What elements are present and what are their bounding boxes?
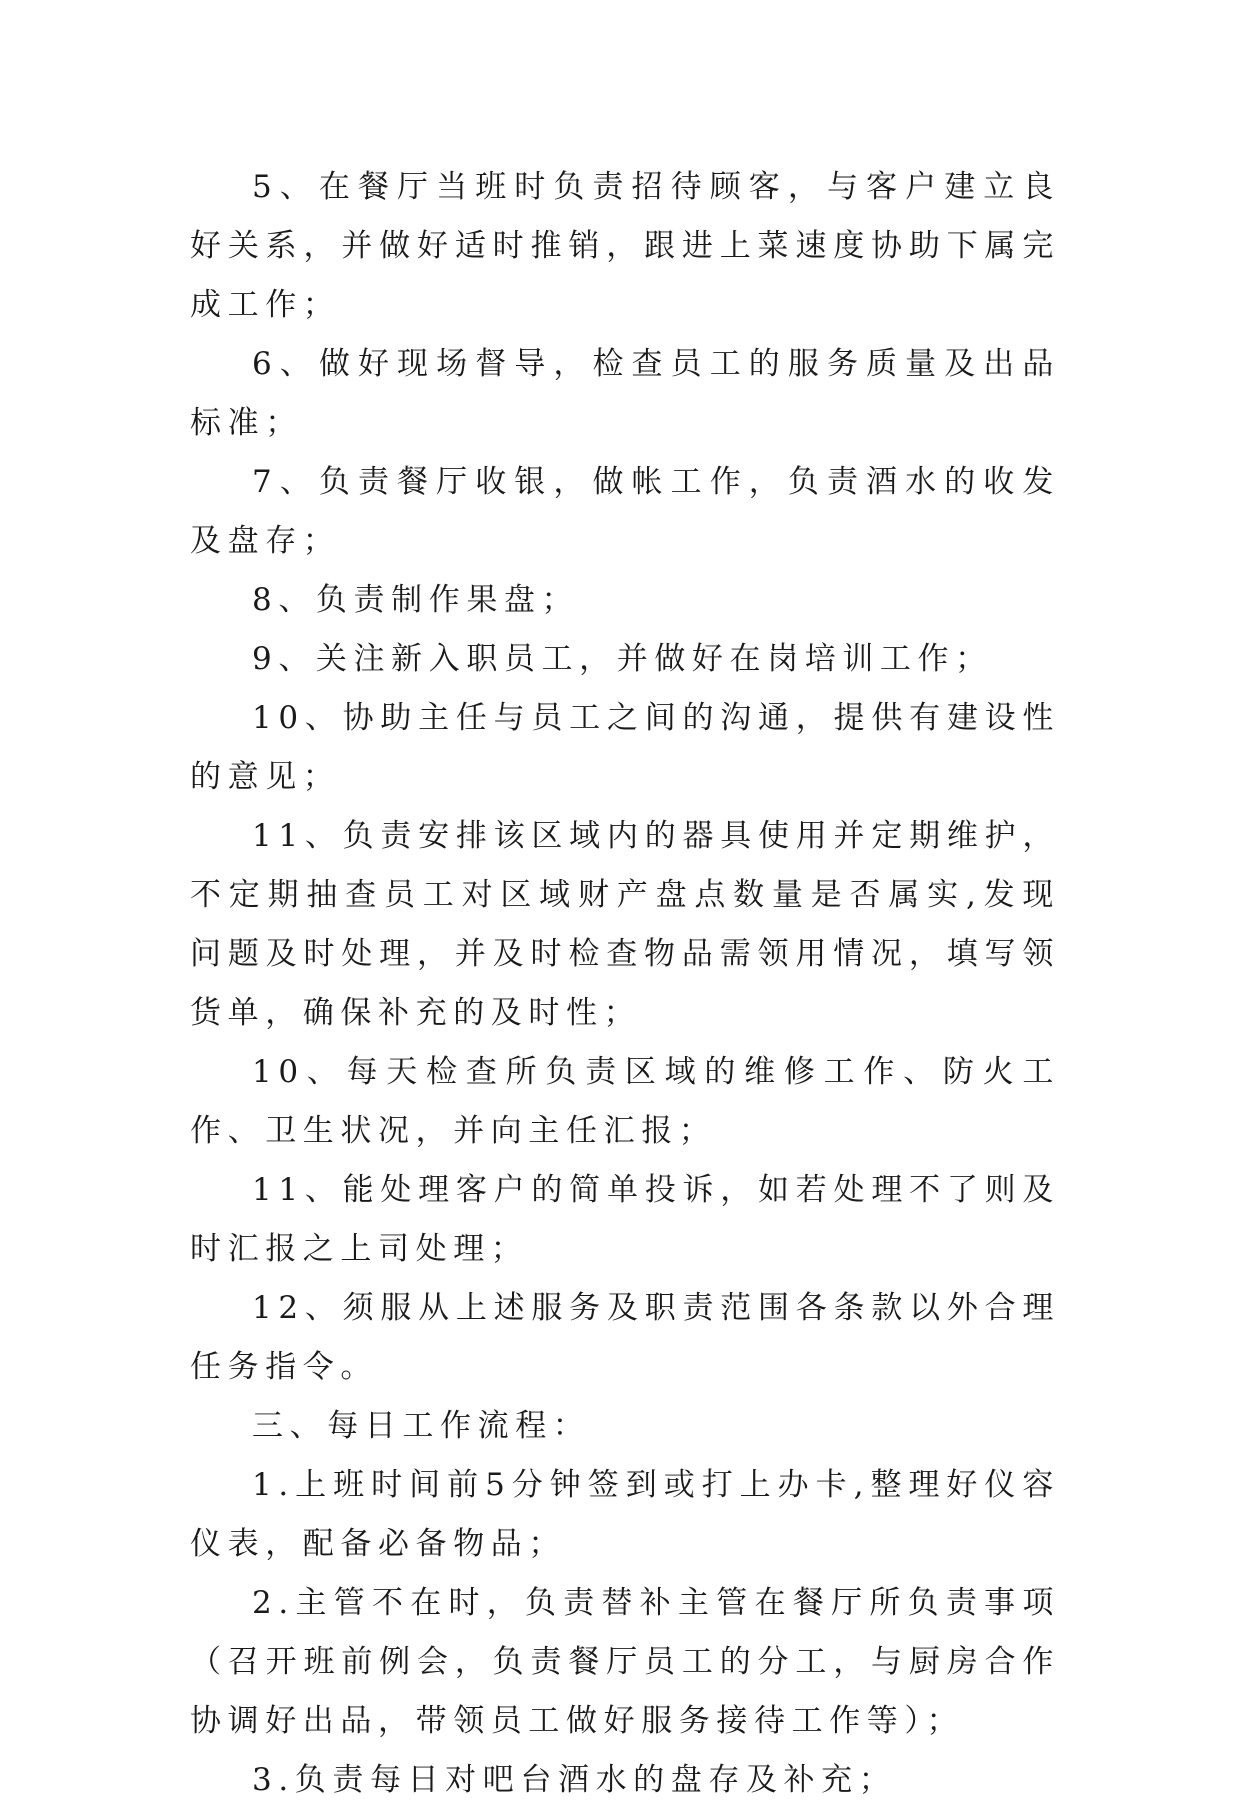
- paragraph-duty-11b: 11、能处理客户的简单投诉，如若处理不了则及时汇报之上司处理；: [190, 1172, 1060, 1267]
- paragraph-duty-5: 5、在餐厅当班时负责招待顾客，与客户建立良好关系，并做好适时推销，跟进上菜速度协助下属完成工作；: [190, 169, 1060, 323]
- section-heading-daily-workflow: 三、每日工作流程：: [252, 1408, 591, 1444]
- paragraph-step-3: 3.负责每日对吧台酒水的盘存及补充；: [252, 1762, 897, 1798]
- paragraph-step-2: 2.主管不在时，负责替补主管在餐厅所负责事项（召开班前例会，负责餐厅员工的分工，与厨房合作协调好出品，带领员工做好服务接待工作等）；: [190, 1585, 1060, 1739]
- paragraph-duty-12: 12、须服从上述服务及职责范围各条款以外合理任务指令。: [190, 1290, 1060, 1385]
- paragraph-duty-10b: 10、每天检查所负责区域的维修工作、防火工作、卫生状况，并向主任汇报；: [190, 1054, 1060, 1149]
- paragraph-duty-11: 11、负责安排该区域内的器具使用并定期维护，不定期抽查员工对区域财产盘点数量是否属实,发现问题及时处理，并及时检查物品需领用情况，填写领货单，确保补充的及时性；: [190, 818, 1060, 1031]
- paragraph-duty-7: 7、负责餐厅收银，做帐工作，负责酒水的收发及盘存；: [190, 464, 1060, 559]
- paragraph-duty-10: 10、协助主任与员工之间的沟通，提供有建设性的意见；: [190, 700, 1060, 795]
- paragraph-duty-9: 9、关注新入职员工，并做好在岗培训工作；: [252, 641, 993, 677]
- paragraph-step-1: 1.上班时间前5分钟签到或打上办卡,整理好仪容仪表，配备必备物品；: [190, 1467, 1060, 1562]
- document-body: [190, 158, 1060, 1810]
- paragraph-duty-6: 6、做好现场督导，检查员工的服务质量及出品标准；: [190, 346, 1060, 441]
- paragraph-duty-8: 8、负责制作果盘；: [252, 582, 580, 618]
